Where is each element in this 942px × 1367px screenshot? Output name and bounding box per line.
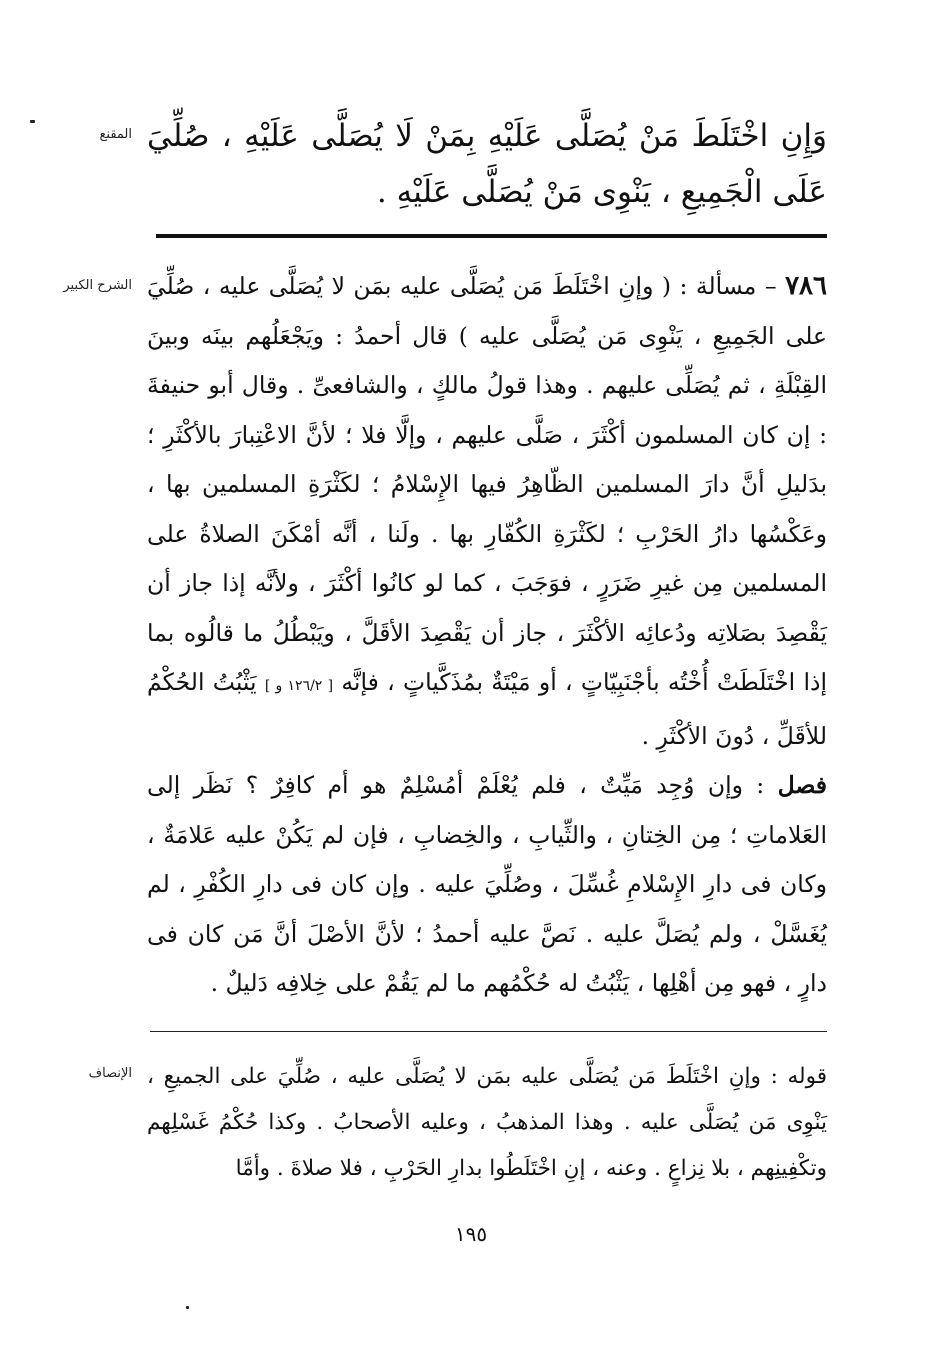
muqni-text: وَإِنِ اخْتَلَطَ مَنْ يُصَلَّى عَلَيْهِ بِمَنْ لَا يُصَلَّى عَلَيْهِ ، صُلِّيَ عَلَى الْجَمِيعِ ، يَنْوِى مَنْ يُصَلَّى عَلَيْهِ .: [147, 118, 827, 210]
page-number: ١٩٥: [454, 1222, 488, 1246]
sharh-paragraph-2-body: : وإن وُجِد مَيِّتٌ ، فلم يُعْلَمْ أمُسْلِمٌ هو أم كافِرٌ ؟ نَظَر إلى العَلاماتِ ؛ مِن الخِتانِ ، والثِّيابِ ، والخِضابِ ، فإن لم يَكُنْ عليه عَلامَةٌ ، وكان فى دارِ الإِسْلامِ غُسِّلَ ، وصُلِّيَ عليه . وإن كان فى دارِ الكُفْرِ ، لم يُغَسَّلْ ، ولم يُصَلَّ عليه . نَصَّ عليه أحمدُ ؛ لأنَّ الأصْلَ أنَّ مَن كان فى دارٍ ، فهو مِن أهْلِها ، يَثْبُتُ له حُكْمُهم ما لم يَقُمْ على خِلافِه دَليلٌ .: [147, 771, 827, 997]
sharh-paragraph-2: [147, 761, 827, 1009]
insaf-text: قوله : وإنِ اخْتَلَطَ مَن يُصَلَّى عليه بمَن لا يُصَلَّى عليه ، صُلِّيَ على الجميعِ ، يَنْوِى مَن يُصَلَّى عليه . وهذا المذهبُ ، وعليه الأصحابُ . وكذا حُكْمُ غَسْلِهم وتكْفِينِهم ، بلا نِزاعٍ . وعنه ، إنِ اخْتَلَطُوا بدارِ الحَرْبِ ، فلا صلاةَ . وأمَّا: [147, 1064, 827, 1181]
fasl-heading: فصل: [777, 771, 827, 799]
sharh-paragraph-1-body: – مسألة : ( وإنِ اخْتَلَطَ مَن يُصَلَّى عليه بمَن لا يُصَلَّى عليه ، صُلِّيَ على الجَمِيعِ ، يَنْوِى مَن يُصَلَّى عليه ) قال أحمدُ : ويَجْعَلُهم بينَه وبينَ القِبْلَةِ ، ثم يُصَلِّى عليهم . وهذا قولُ مالكٍ ، والشافعىِّ . وقال أبو حنيفةَ : إن كان المسلمون أكْثَرَ ، صَلَّى عليهم ، وإلَّا فلا ؛ لأنَّ الاعْتِبارَ بالأكْثَرِ ؛ بدَليلِ أنَّ دارَ المسلمين الظّاهِرُ فيها الإِسْلامُ ؛ لكَثْرَةِ المسلمين بها ، وعَكْسُها دارُ الحَرْبِ ؛ لكَثْرَةِ الكُفّارِ بها . ولَنا ، أنَّه أمْكَنَ الصلاةُ على المسلمين مِن غيرِ ضَرَرٍ ، فوَجَبَ ، كما لو كانُوا أكْثَرَ ، ولأنَّه إذا جاز أن يَقْصِدَ بصَلاتِه ودُعائِه الأكْثَرَ ، جاز أن يَقْصِدَ الأقَلَّ ، ويَبْطُلُ ما قالُوه بما إذا اخْتَلَطَتْ أُخْتُه بأجْنَبِيّاتٍ ، أو مَيْتَةٌ بمُذَكَّياتٍ ، فإنَّه: [147, 272, 827, 696]
section-divider-thin: [150, 1031, 827, 1032]
issue-number: ٧٨٦: [785, 271, 827, 301]
folio-reference: [ ١٢٦/٢ و ]: [264, 678, 334, 694]
speck-mark: [186, 1306, 189, 1309]
sharh-text: [147, 262, 827, 1009]
sharh-paragraph-1-end: يَثْبُتُ الحُكْمُ للأقَلِّ ، دُونَ الأكْثَرِ .: [147, 668, 827, 750]
margin-label-insaf: الإنصاف: [88, 1066, 132, 1081]
margin-label-sharh: الشرح الكبير: [63, 278, 132, 293]
section-divider-thick: [156, 234, 827, 238]
speck-mark: [30, 120, 35, 123]
margin-label-muqni: المقنع: [99, 127, 132, 142]
sharh-paragraph-1: [147, 262, 827, 761]
